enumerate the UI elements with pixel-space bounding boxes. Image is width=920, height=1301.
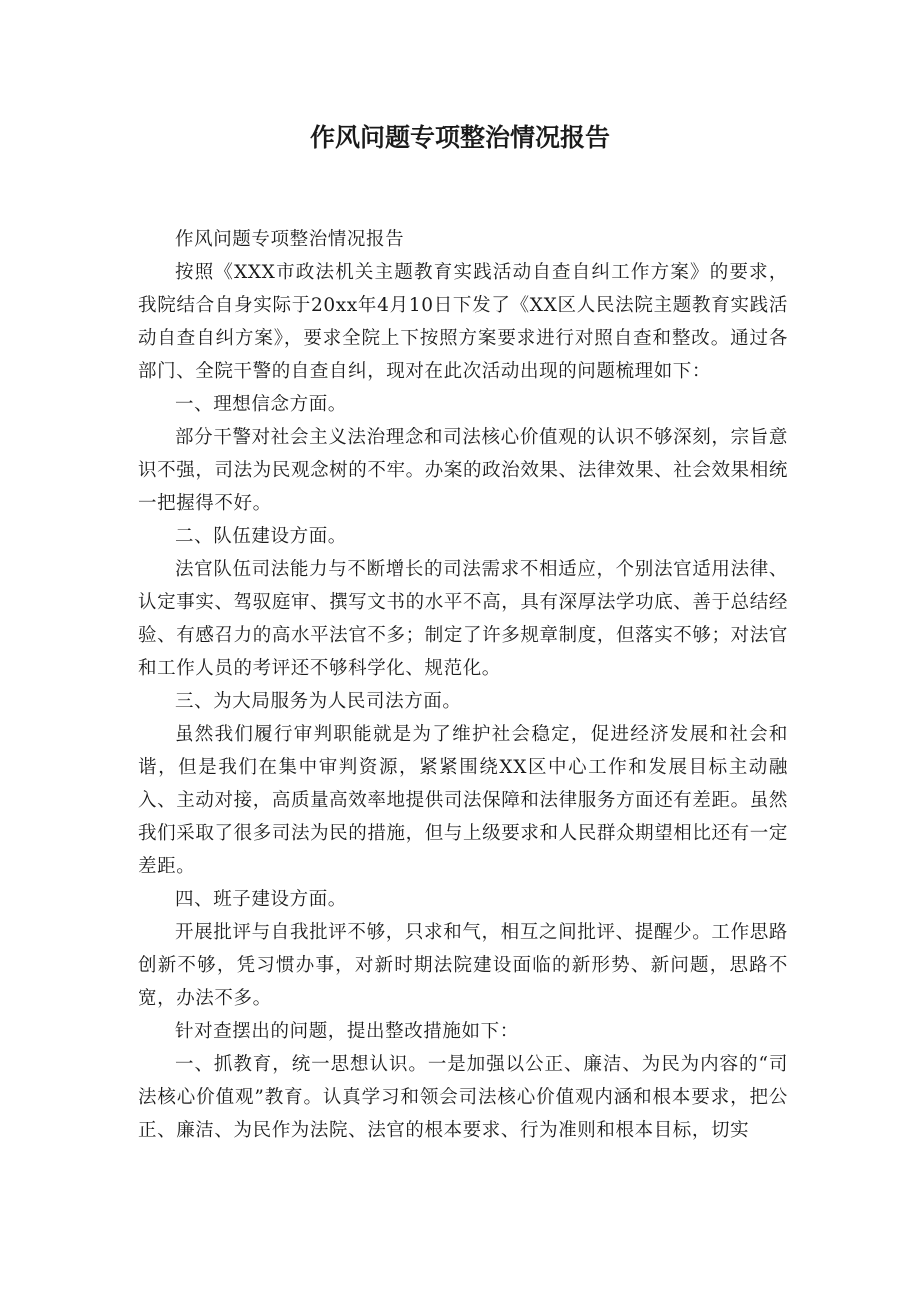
paragraph-service: 虽然我们履行审判职能就是为了维护社会稳定，促进经济发展和社会和谐，但是我们在集中审判资源，紧紧围绕XX区中心工作和发展目标主动融入、主动对接，高质量高效率地提供司法保障和法律服务方面还有差距。虽然我们采取了很多司法为民的措施，但与上级要求和人民群众期望相比还有一定差距。 [138, 724, 788, 877]
section-heading-leadership: 四、班子建设方面。 [175, 889, 347, 910]
paragraph-ideals: 部分干警对社会主义法治理念和司法核心价值观的认识不够深刻，宗旨意识不强，司法为民观念树的不牢。办案的政治效果、法律效果、社会效果相统一把握得不好。 [138, 427, 788, 514]
document-title: 作风问题专项整治情况报告 [309, 123, 610, 152]
section-heading-team: 二、队伍建设方面。 [175, 526, 347, 547]
paragraph-leadership: 开展批评与自我批评不够，只求和气，相互之间批评、提醒少。工作思路创新不够，凭习惯办事，对新时期法院建设面临的新形势、新问题，思路不宽，办法不多。 [138, 922, 788, 1009]
paragraph-subtitle: 作风问题专项整治情况报告 [175, 229, 405, 250]
paragraph-team: 法官队伍司法能力与不断增长的司法需求不相适应，个别法官适用法律、认定事实、驾驭庭审、撰写文书的水平不高，具有深厚法学功底、善于总结经验、有感召力的高水平法官不多；制定了许多规章制度，但落实不够；对法官和工作人员的考评还不够科学化、规范化。 [138, 559, 788, 679]
paragraph-intro: 按照《XXX市政法机关主题教育实践活动自查自纠工作方案》的要求，我院结合自身实际于20xx年4月10日下发了《XX区人民法院主题教育实践活动自查自纠方案》，要求全院上下按照方案要求进行对照自查和整改。通过各部门、全院干警的自查自纠，现对在此次活动出现的问题梳理如下： [138, 262, 788, 382]
section-heading-service: 三、为大局服务为人民司法方面。 [175, 691, 462, 712]
paragraph-measures-intro: 针对查摆出的问题，提出整改措施如下： [175, 1021, 519, 1042]
document-body [138, 223, 788, 1147]
section-heading-ideals: 一、理想信念方面。 [175, 394, 347, 415]
paragraph-measure-education: 一、抓教育，统一思想认识。一是加强以公正、廉洁、为民为内容的“司法核心价值观”教育。认真学习和领会司法核心价值观内涵和根本要求，把公正、廉洁、为民作为法院、法官的根本要求、行为准则和根本目标，切实 [138, 1054, 788, 1141]
